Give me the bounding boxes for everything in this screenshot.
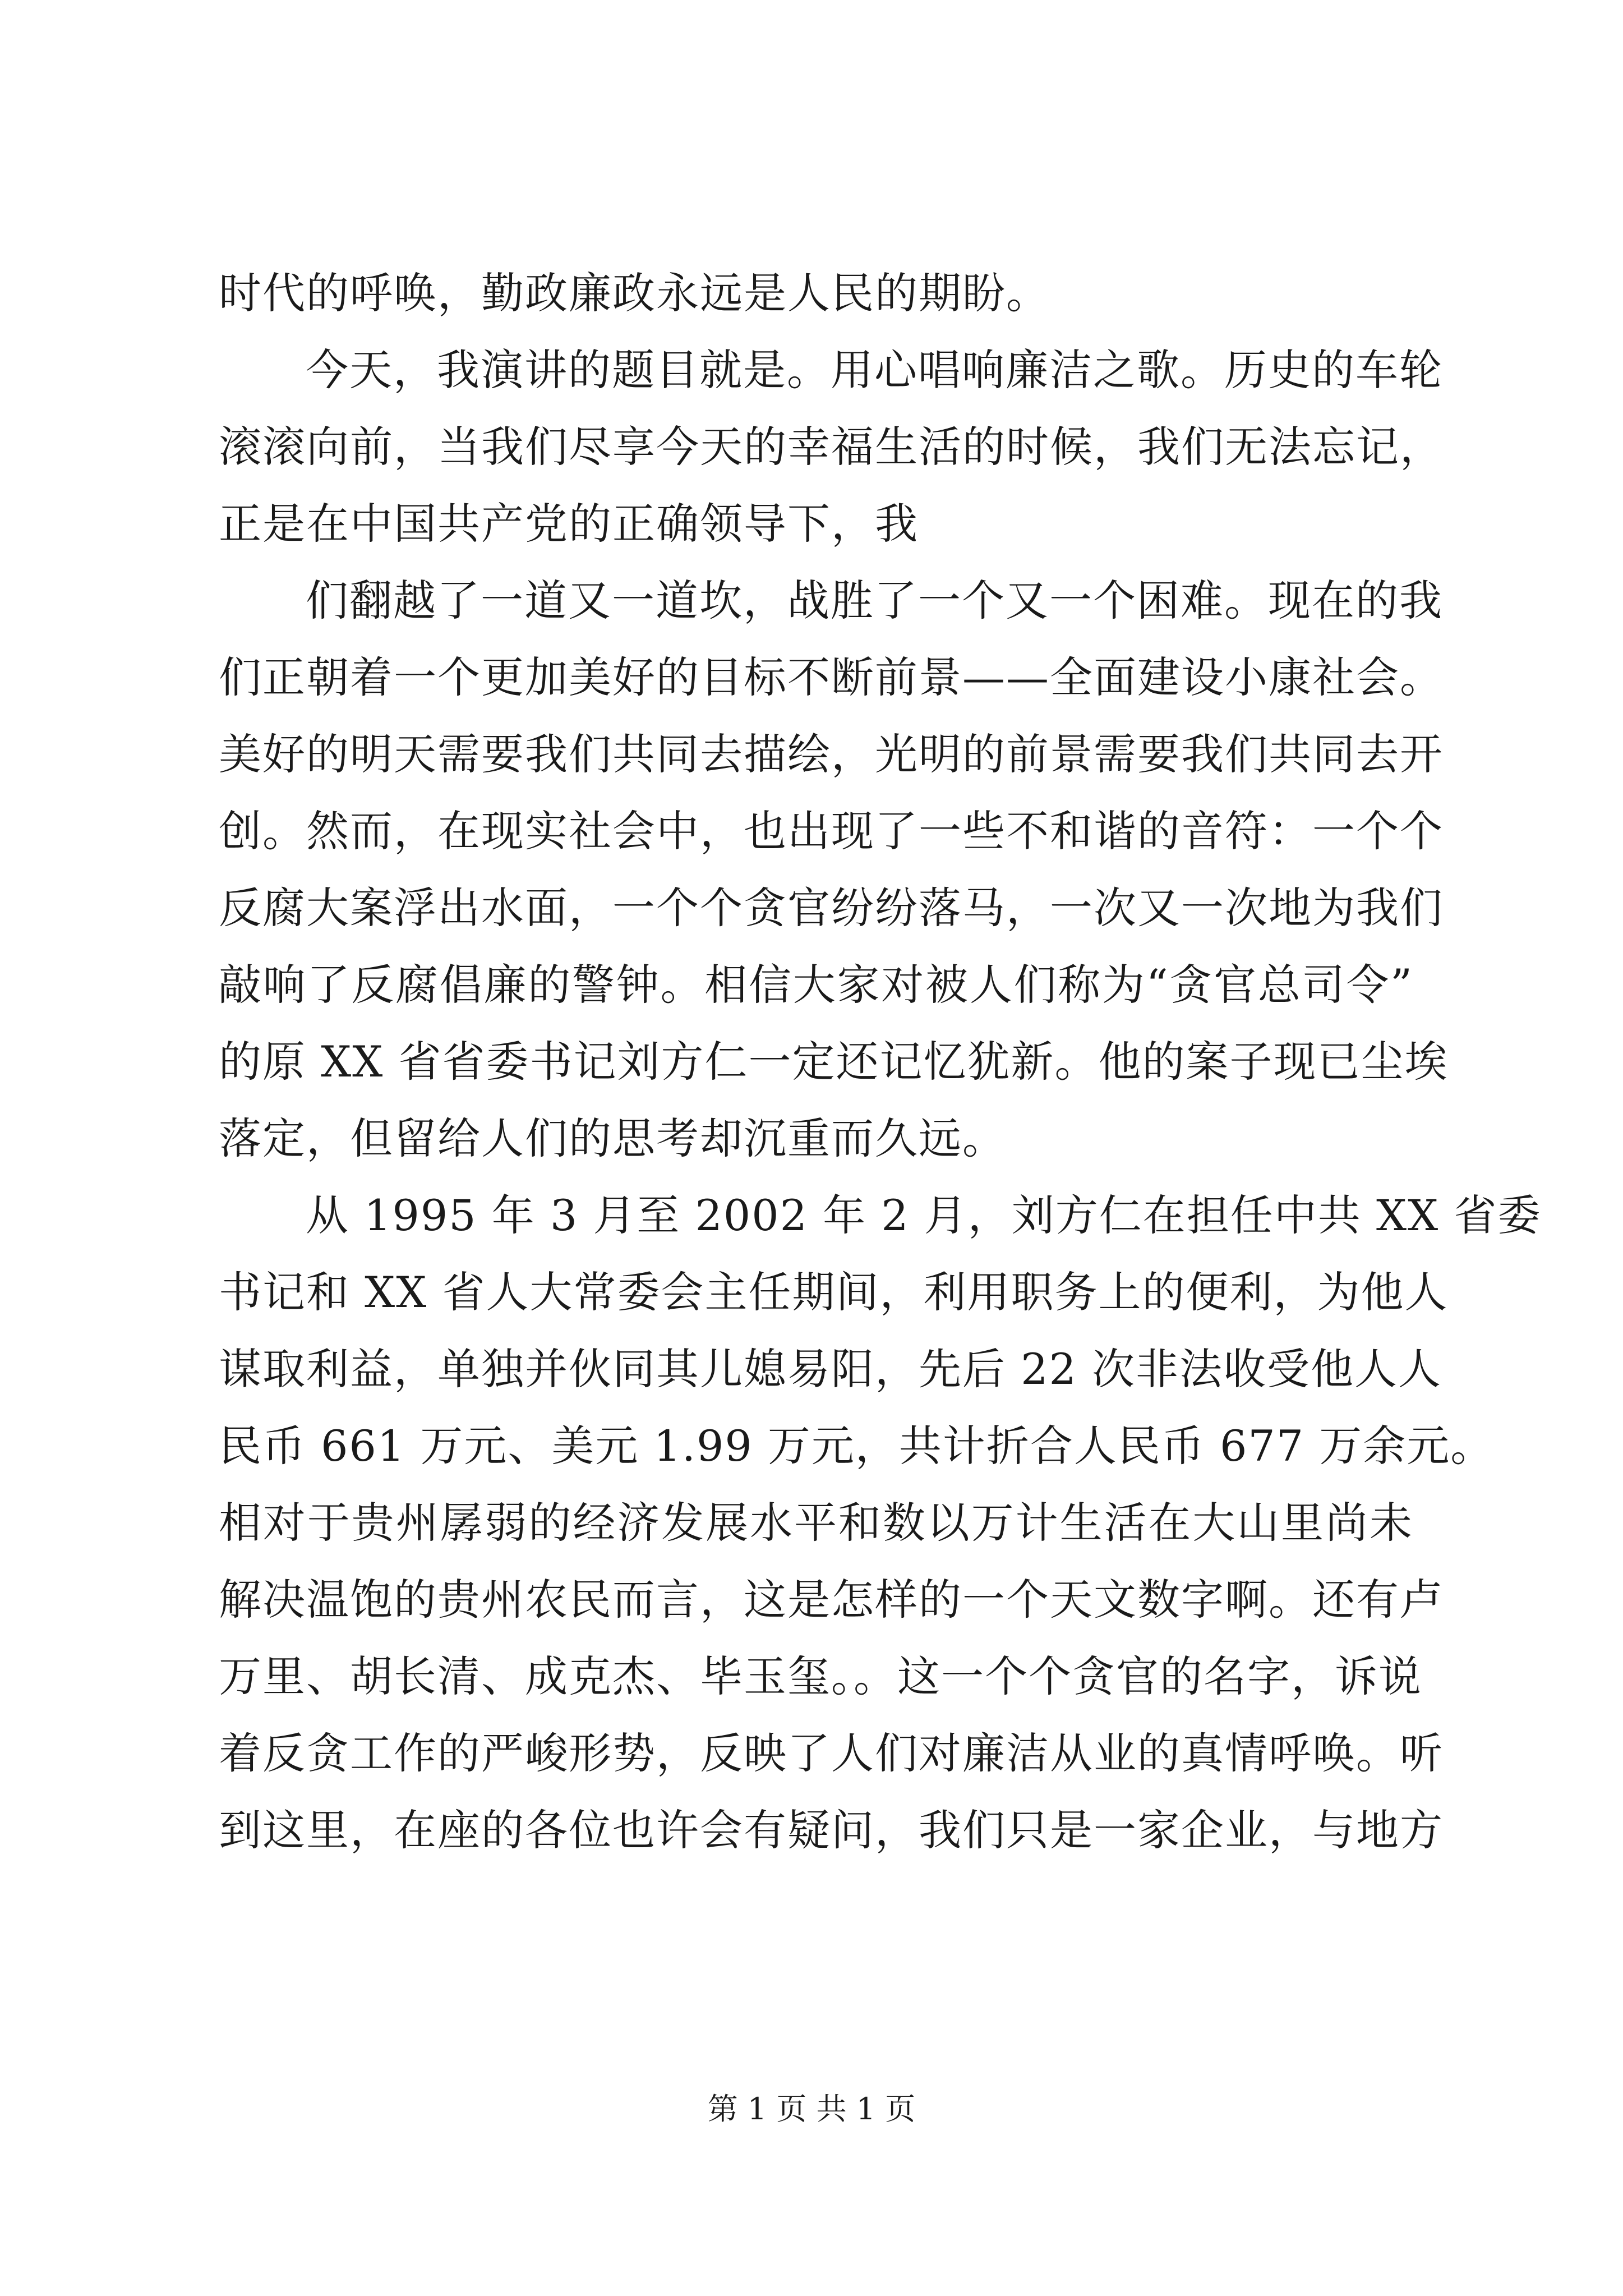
paragraph-first-line: 从 1995 年 3 月至 2002 年 2 月，刘方仁在担任中共 XX 省委 xyxy=(306,1190,1542,1240)
page-footer: 第 1 页 共 1 页 xyxy=(707,2091,916,2127)
text-line: 滚滚向前，当我们尽享今天的幸福生活的时候，我们无法忘记， xyxy=(219,422,1444,472)
text-line: 书记和 XX 省人大常委会主任期间，利用职务上的便利，为他人 xyxy=(219,1267,1449,1317)
text-line: 万里、胡长清、成克杰、毕玉玺。。这一个个贪官的名字，诉说 xyxy=(219,1651,1422,1701)
text-line: 敲响了反腐倡廉的警钟。相信大家对被人们称为“贪官总司令” xyxy=(219,960,1413,1010)
text-line: 们正朝着一个更加美好的目标不断前景——全面建设小康社会。 xyxy=(219,652,1444,702)
text-line: 反腐大案浮出水面，一个个贪官纷纷落马，一次又一次地为我们 xyxy=(219,883,1444,933)
text-line: 的原 XX 省省委书记刘方仁一定还记忆犹新。他的案子现已尘埃 xyxy=(219,1037,1449,1087)
text-line: 时代的呼唤，勤政廉政永远是人民的期盼。 xyxy=(219,268,1050,318)
text-line: 相对于贵州孱弱的经济发展水平和数以万计生活在大山里尚未 xyxy=(219,1498,1413,1548)
text-line: 落定，但留给人们的思考却沉重而久远。 xyxy=(219,1114,1006,1163)
text-line: 到这里，在座的各位也许会有疑问，我们只是一家企业，与地方 xyxy=(219,1805,1444,1855)
text-line: 创。然而，在现实社会中，也出现了一些不和谐的音符：一个个 xyxy=(219,806,1444,856)
text-line: 谋取利益，单独并伙同其儿媳易阳，先后 22 次非法收受他人人 xyxy=(219,1344,1442,1394)
text-line: 民币 661 万元、美元 1.99 万元，共计折合人民币 677 万余元。 xyxy=(219,1421,1495,1471)
text-line: 正是在中国共产党的正确领导下，我 xyxy=(219,499,919,549)
paragraph-first-line: 们翻越了一道又一道坎，战胜了一个又一个困难。现在的我 xyxy=(306,576,1443,625)
text-line: 美好的明天需要我们共同去描绘，光明的前景需要我们共同去开 xyxy=(219,729,1444,779)
text-line: 着反贪工作的严峻形势，反映了人们对廉洁从业的真情呼唤。听 xyxy=(219,1728,1444,1778)
text-line: 解决温饱的贵州农民而言，这是怎样的一个天文数字啊。还有卢 xyxy=(219,1575,1444,1625)
paragraph-first-line: 今天，我演讲的题目就是。用心唱响廉洁之歌。历史的车轮 xyxy=(306,345,1443,395)
